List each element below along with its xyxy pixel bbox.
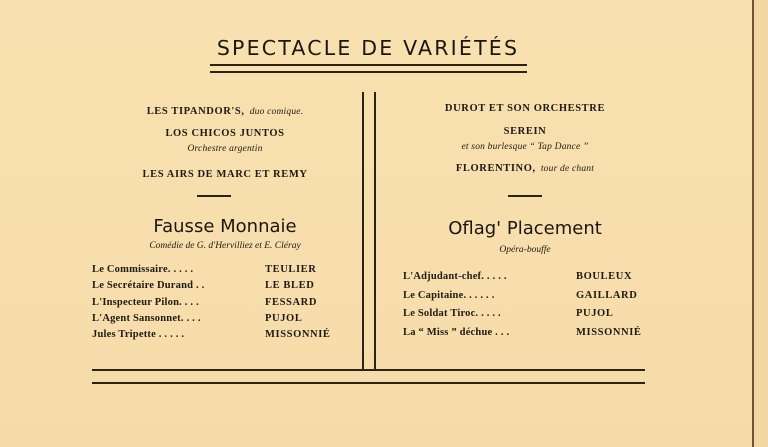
column-divider-left — [362, 92, 364, 369]
act-item-desc — [400, 134, 650, 156]
act-description: Orchestre argentin — [187, 144, 263, 154]
bottom-rule-bottom — [92, 382, 645, 384]
bottom-rule-top — [92, 369, 645, 371]
column-divider-right — [374, 92, 376, 369]
cast-role: Jules Tripette . . . . . — [92, 329, 185, 341]
cast-row — [92, 297, 352, 313]
cast-role: Le Soldat Tiroc. . . . . — [403, 308, 501, 320]
act-description: tour de chant — [540, 164, 595, 174]
act-name: LES AIRS DE MARC ET REMY — [142, 169, 308, 180]
act-item — [100, 162, 350, 181]
cast-role: La “ Miss ” déchue . . . — [403, 327, 510, 339]
cast-role: L'Adjudant-chef. . . . . — [403, 271, 507, 282]
cast-actor: BOULEUX — [576, 271, 633, 282]
cast-row — [92, 280, 352, 296]
act-name: FLORENTINO, — [455, 163, 536, 174]
play-subtitle: Comédie de G. d'Hervilliez et E. Cléray — [149, 241, 301, 251]
title-rule-bottom — [210, 71, 527, 73]
act-name: SEREIN — [503, 126, 547, 137]
cast-actor: MISSONNIÉ — [576, 327, 642, 339]
play-title: Fausse Monnaie — [153, 216, 297, 237]
act-name: LES TIPANDOR'S, — [146, 106, 245, 117]
cast-actor: PUJOL — [576, 308, 614, 320]
cast-actor: GAILLARD — [576, 289, 638, 301]
section-dash-right — [508, 195, 542, 197]
next-page-strip — [754, 0, 768, 447]
cast-list-1 — [92, 264, 352, 345]
act-description: et son burlesque “ Tap Dance ” — [461, 142, 589, 152]
cast-list-2 — [403, 271, 663, 346]
variety-acts-right — [400, 96, 650, 175]
cast-row — [403, 290, 663, 309]
section-dash-left — [197, 195, 231, 197]
cast-row — [403, 271, 663, 290]
cast-actor: TEULIER — [265, 264, 317, 275]
variety-acts-left — [100, 99, 350, 181]
cast-actor: PUJOL — [265, 312, 303, 324]
play-title: Oflag' Placement — [448, 218, 602, 239]
page-title: SPECTACLE DE VARIÉTÉS — [216, 36, 520, 60]
act-item — [400, 119, 650, 137]
cast-actor: MISSONNIÉ — [265, 329, 331, 341]
act-item-desc — [100, 136, 350, 162]
cast-role: Le Capitaine. . . . . . — [403, 289, 495, 301]
cast-actor: FESSARD — [265, 296, 318, 308]
act-name: LOS CHICOS JUNTOS — [165, 128, 285, 139]
cast-row — [92, 313, 352, 329]
act-description: duo comique. — [249, 107, 304, 117]
cast-row — [92, 264, 352, 280]
act-item — [400, 156, 650, 175]
cast-row — [403, 327, 663, 346]
act-item — [400, 96, 650, 119]
act-item — [100, 121, 350, 139]
title-rule-top — [210, 64, 527, 66]
cast-row — [403, 308, 663, 327]
cast-role: L'Agent Sansonnet. . . . — [92, 312, 201, 324]
cast-actor: LE BLED — [265, 280, 315, 292]
cast-role: Le Secrétaire Durand . . — [92, 280, 205, 292]
act-item — [100, 99, 350, 121]
cast-row — [92, 329, 352, 345]
cast-role: Le Commissaire. . . . . — [92, 264, 194, 275]
act-name: DUROT ET SON ORCHESTRE — [444, 103, 606, 114]
cast-role: L'Inspecteur Pilon. . . . — [92, 296, 199, 308]
play-subtitle: Opéra-bouffe — [499, 245, 551, 255]
